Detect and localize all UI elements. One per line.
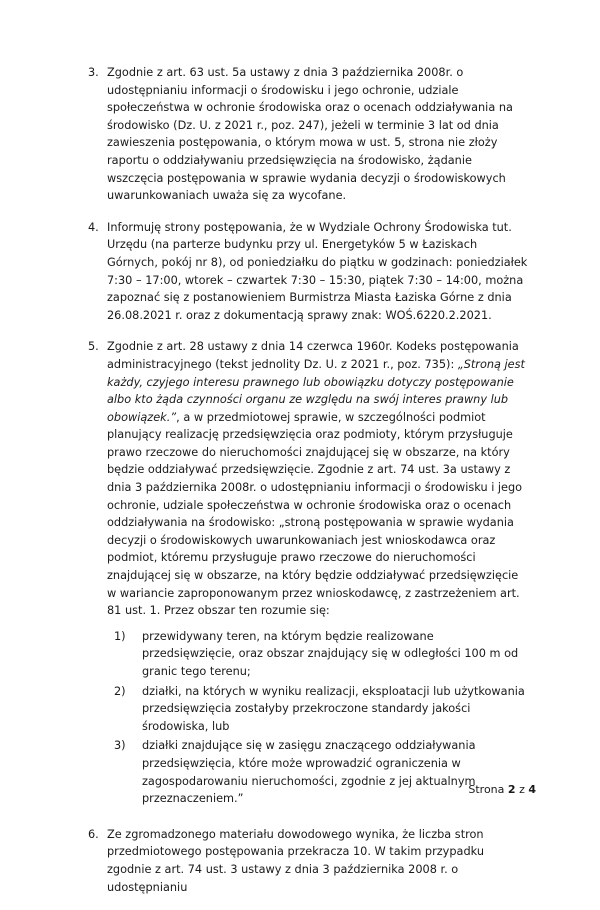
item-number: 3. [88, 66, 99, 79]
sub-item-number: 3) [114, 739, 126, 753]
numbered-list [88, 64, 528, 910]
sub-list-item [107, 683, 528, 736]
page-current: 2 [507, 783, 516, 797]
item-text-part: , a w przedmiotowej sprawie, w szczególności podmiot planujący realizację przedsięwzięcia oraz podmioty, którym przysługuje prawo rzeczowe do nieruchomości znajdującej się w obszarze, na który będzie oddziaływać przedsięwzięcie. Zgodnie z art. 74 ust. 3a ustawy z dnia 3 października 2008r. o udostępnianiu informacji o środowisku i jego ochronie, udziale społeczeństwa w ochronie środowiska oraz o ocenach oddziaływania na środowisko: „stroną postępowania w sprawie wydania decyzji o środowiskowych uwarunkowaniach jest wnioskodawca oraz podmiot, któremu przysługuje prawo rzeczowe do nieruchomości znajdującej się w obszarze, na który będzie oddziaływać przedsięwzięcie w wariancie zaproponowanym przez wnioskodawcę, z zastrzeżeniem art. 81 ust. 1. Przez obszar ten rozumie się: [107, 410, 523, 618]
page-separator: z [519, 783, 525, 797]
page-footer [468, 781, 536, 799]
sub-item-number: 2) [114, 684, 126, 698]
page-label: Strona [468, 783, 505, 797]
sub-item-text: przewidywany teren, na którym będzie realizowane przedsięwzięcie, oraz obszar znajdujący się w odległości 100 m od granic tego terenu; [142, 629, 519, 678]
sub-item-text: działki, na których w wyniku realizacji, eksploatacji lub użytkowania przedsięwzięcia zostałyby przekroczone standardy jakości środowiska, lub [142, 684, 525, 733]
item-number: 6. [88, 827, 99, 841]
item-text [107, 338, 528, 620]
item-text: Ze zgromadzonego materiału dowodowego wynika, że liczba stron przedmiotowego postępowania przekracza 10. W takim przypadku zgodnie z art. 74 ust. 3 ustawy z dnia 3 października 2008 r. o udostępnianiu [107, 827, 484, 894]
sub-item-text: działki znajdujące się w zasięgu znaczącego oddziaływania przedsięwzięcia, które może wprowadzić ograniczenia w zagospodarowaniu nieruchomości, zgodnie z jej aktualnym przeznaczeniem.” [142, 739, 476, 806]
list-item [88, 826, 528, 896]
sub-list-item [107, 628, 528, 681]
item-number: 4. [88, 220, 99, 234]
list-item [88, 338, 528, 807]
page-total: 4 [528, 783, 536, 797]
item-number: 5. [88, 340, 99, 354]
item-text: Zgodnie z art. 63 ust. 5a ustawy z dnia 3 października 2008r. o udostępnianiu informacji o środowisku i jego ochronie, udziale społeczeństwa w ochronie środowiska oraz o ocenach oddziaływania na środowisko (Dz. U. z 2021 r., poz. 247), jeżeli w terminie 3 lat od dnia zawieszenia postępowania, o którym mowa w ust. 5, strona nie złoży raportu o oddziaływaniu przedsięwzięcia na środowisko, żądanie wszczęcia postępowania w sprawie wydania decyzji o środowiskowych uwarunkowaniach uważa się za wycofane. [107, 66, 513, 203]
kpa-quote: „Stroną jest każdy, czyjego interesu prawnego lub obowiązku dotyczy postępowanie albo kto żąda czynności organu ze względu na swój interes prawny lub obowiązek.” [107, 357, 525, 424]
item-text: Informuję strony postępowania, że w Wydziale Ochrony Środowiska tut. Urzędu (na parterze budynku przy ul. Energetyków 5 w Łaziskach Górnych, pokój nr 8), od poniedziałku do piątku w godzinach: poniedziałek 7:30 – 17:00, wtorek – czwartek 7:30 – 15:30, piątek 7:30 – 14:00, można zapoznać się z postanowieniem Burmistrza Miasta Łaziska Górne z dnia 26.08.2021 r. oraz z dokumentacją sprawy znak: WOŚ.6220.2.2021. [107, 220, 528, 322]
sub-list [107, 628, 528, 808]
sub-item-number: 1) [114, 629, 126, 643]
list-item [88, 64, 528, 205]
item-text-part: Zgodnie z art. 28 ustawy z dnia 14 czerwca 1960r. Kodeks postępowania administracyjnego (tekst jednolity Dz. U. z 2021 r., poz. 735): [107, 340, 519, 371]
sub-list-item [107, 737, 528, 807]
list-item [88, 219, 528, 325]
